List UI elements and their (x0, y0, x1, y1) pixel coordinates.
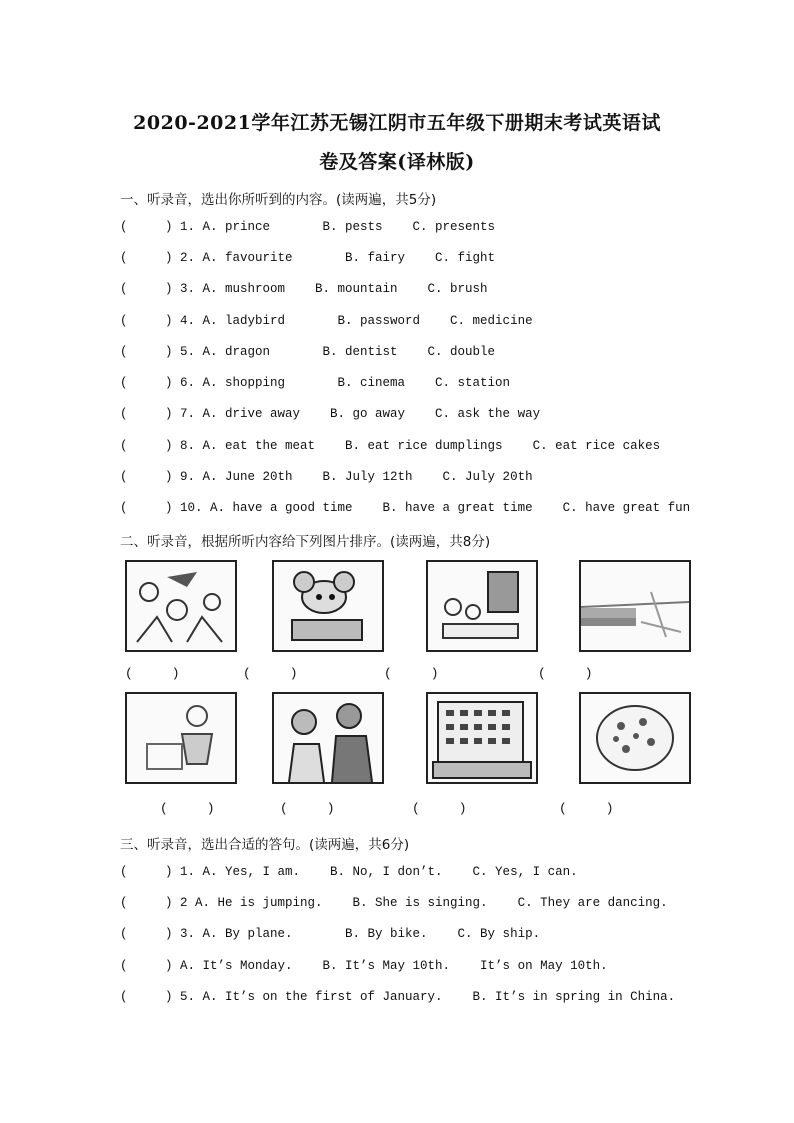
answer-blank[interactable]: ( ) (384, 666, 439, 681)
question-row: ( ) 2 A. He is jumping. B. She is singing. C. They are dancing. (120, 896, 668, 910)
picture-family-at-table (426, 560, 538, 652)
question-row: ( ) 4. A. ladybird B. password C. medicine (120, 314, 533, 328)
picture-pizza (579, 692, 691, 784)
question-row: ( ) 3. A. mushroom B. mountain C. brush (120, 282, 488, 296)
answer-blank[interactable]: ( ) (125, 666, 180, 681)
picture-outdoor-scene (579, 560, 691, 652)
question-row: ( ) 9. A. June 20th B. July 12th C. July 20th (120, 470, 533, 484)
answer-blank[interactable]: ( ) (160, 801, 215, 816)
answer-blank[interactable]: ( ) (412, 801, 467, 816)
answer-blank[interactable]: ( ) (538, 666, 593, 681)
answer-blank[interactable]: ( ) (280, 801, 335, 816)
section-1-heading: 一、听录音，选出你所听到的内容。(读两遍，共5分) (120, 192, 437, 208)
answer-blank[interactable]: ( ) (559, 801, 614, 816)
picture-two-people-talking (272, 692, 384, 784)
question-row: ( ) 1. A. prince B. pests C. presents (120, 220, 496, 234)
page-title-line-2: 卷及答案(译林版) (319, 151, 475, 173)
section-2-heading: 二、听录音，根据所听内容给下列图片排序。(读两遍，共8分) (120, 534, 491, 550)
picture-mice-cartoon (272, 560, 384, 652)
question-row: ( ) 8. A. eat the meat B. eat rice dumplings C. eat rice cakes (120, 439, 661, 453)
question-row: ( ) 1. A. Yes, I am. B. No, I don’t. C. Yes, I can. (120, 865, 578, 879)
question-row: ( ) 7. A. drive away B. go away C. ask the way (120, 407, 541, 421)
page-title-line-1: 2020-2021学年江苏无锡江阴市五年级下册期末考试英语试 (133, 112, 661, 134)
question-row: ( ) 10. A. have a good time B. have a great time C. have great fun (120, 501, 691, 515)
picture-person-at-desk (125, 692, 237, 784)
section-3-heading: 三、听录音，选出合适的答句。(读两遍，共6分) (120, 837, 410, 853)
picture-children-playing (125, 560, 237, 652)
answer-blank[interactable]: ( ) (243, 666, 298, 681)
question-row: ( ) 5. A. dragon B. dentist C. double (120, 345, 496, 359)
question-row: ( ) 6. A. shopping B. cinema C. station (120, 376, 511, 390)
question-row: ( ) 5. A. It’s on the first of January. B. It’s in spring in China. (120, 990, 676, 1004)
question-row: ( ) 3. A. By plane. B. By bike. C. By ship. (120, 927, 541, 941)
picture-building (426, 692, 538, 784)
question-row: ( ) 2. A. favourite B. fairy C. fight (120, 251, 496, 265)
question-row: ( ) A. It’s Monday. B. It’s May 10th. It’s on May 10th. (120, 959, 608, 973)
